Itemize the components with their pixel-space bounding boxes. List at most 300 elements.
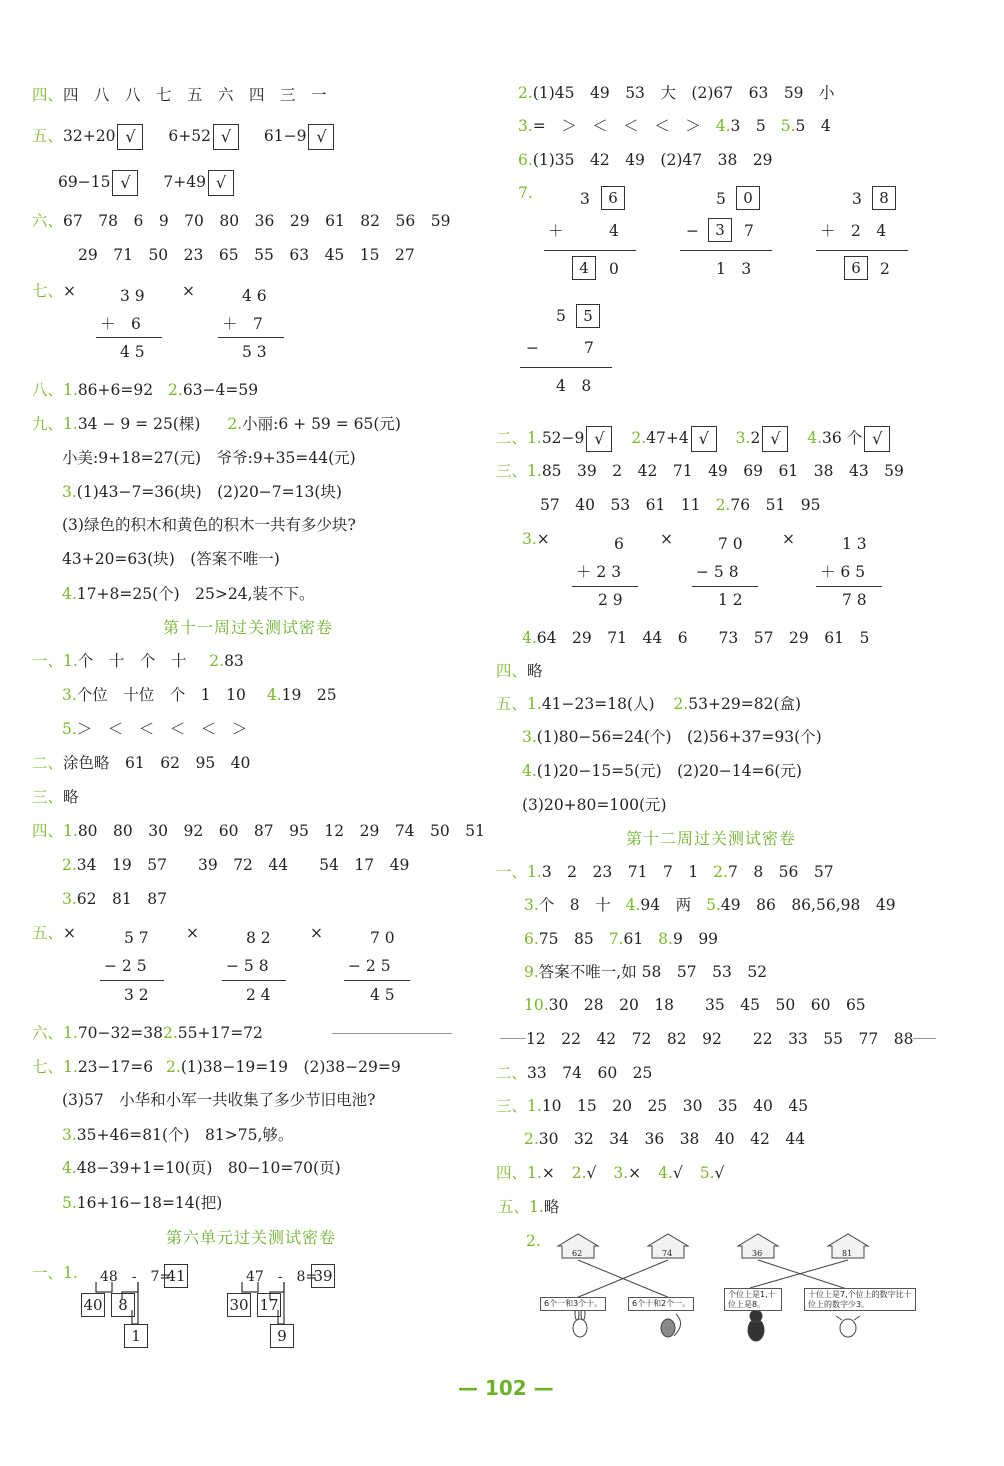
r-f1-2: 7 8 56 57 (727, 863, 834, 881)
r-q2-number: 2. (518, 84, 533, 102)
r-e3-line3 (522, 532, 550, 548)
u1-row (32, 1266, 78, 1282)
q7-mark-a: × (63, 282, 77, 300)
q5-check-c: √ (308, 124, 334, 150)
q7-number: 七、 (32, 282, 64, 300)
s6-2: 55+17=72 (177, 1024, 263, 1042)
r-q7-c-line (816, 250, 908, 251)
r-f4-5: √ (714, 1164, 725, 1182)
r-f1-6: 75 85 (538, 930, 594, 948)
r-e4-answers: 略 (527, 662, 543, 680)
section-title-unit6: 第六单元过关测试密卷 (166, 1228, 337, 1247)
r-e5-number: 五、 (496, 695, 528, 713)
r-e2-check-4: √ (864, 426, 890, 452)
u1-b-equation: 47 - 8= (246, 1269, 318, 1285)
s5-a-mid: − 2 5 (104, 957, 147, 975)
r-q7-number: 7. (518, 184, 533, 202)
r-e2-check-3: √ (762, 426, 788, 452)
q9-number: 九、 (32, 415, 64, 433)
r-q7-a-top: 3 (580, 190, 590, 208)
r-f1-7: 61 (623, 930, 644, 948)
s1-line3 (62, 722, 247, 738)
q9-line6 (62, 587, 315, 603)
s5-b-result: 2 4 (246, 986, 271, 1004)
r-e5-line1 (496, 697, 801, 713)
r-f4-number: 四、 (496, 1164, 528, 1182)
r-q7-a-line (544, 250, 636, 251)
q9-line1 (32, 417, 401, 433)
r-f1-line4 (524, 965, 767, 981)
s4-line1 (32, 824, 485, 840)
r-f1-4: 94 两 (640, 896, 692, 914)
s1-2-num: 2. (209, 652, 225, 670)
r-e5-4-num: 4. (522, 762, 537, 780)
r-e3-mark-a: × (536, 530, 550, 548)
s4-3-num: 3. (62, 890, 77, 908)
r-q3-answers: = ＞ ＜ ＜ ＜ ＞ (532, 117, 701, 135)
u1-a-tens-box: 40 (81, 1293, 105, 1317)
q9-line2: 小美:9+18=27(元) 爷爷:9+35=44(元) (62, 449, 356, 467)
s7-5: 16+16−18=14(把) (76, 1194, 223, 1212)
r-e3-mark-c: × (782, 530, 795, 548)
r-f1-1-num: 1. (527, 863, 542, 881)
r-f2-number: 二、 (496, 1064, 528, 1082)
s7-2-num: 2. (166, 1058, 181, 1076)
s5-a-result: 3 2 (124, 986, 149, 1004)
r-f1-number: 一、 (496, 863, 528, 881)
house-label-1: 62 (572, 1249, 583, 1258)
section-title-week11: 第十一周过关测试密卷 (163, 618, 334, 637)
r-f3-1: 10 15 20 25 30 35 40 45 (541, 1097, 809, 1115)
r-f1-4-num: 4. (625, 896, 641, 914)
r-f1-6-num: 6. (524, 930, 539, 948)
r-e3-3-num: 3. (522, 530, 537, 548)
u1-1-num: 1. (63, 1264, 78, 1282)
r-q7-a-top-box: 6 (601, 186, 625, 210)
r-e3-c-top: 1 3 (842, 535, 867, 553)
r-e3-b-result: 1 2 (718, 591, 743, 609)
q7-b-result: 5 3 (242, 343, 267, 361)
bear-icon (748, 1310, 764, 1341)
s4-1: 80 80 30 92 60 87 95 12 29 74 50 51 (77, 822, 485, 840)
s1-1: 个 十 个 十 (77, 652, 187, 670)
s7-line4 (62, 1161, 341, 1177)
r-e2-check-1: √ (586, 426, 612, 452)
r-e5-4: (1)20−15=5(元) (2)20−14=6(元) (536, 762, 802, 780)
s7-line3 (62, 1128, 293, 1144)
s7-2: (1)38−19=19 (2)38−29=9 (180, 1058, 401, 1076)
r-f1-line3 (524, 932, 718, 948)
r-e2-3: 2 (750, 429, 761, 447)
r-e3-1b: 57 40 53 61 11 (540, 496, 701, 514)
clue-bubble-3: 个位上是1,十位上是8。 (724, 1288, 782, 1311)
s5-number: 五、 (32, 924, 64, 942)
r-q3-number: 3. (518, 117, 533, 135)
section-title-week12: 第十二周过关测试密卷 (626, 829, 797, 848)
r-f4-4-num: 4. (658, 1164, 673, 1182)
q5-expr-e: 7+49 (163, 173, 206, 191)
s6-1-num: 1. (63, 1024, 78, 1042)
q8-b-num: 2. (168, 381, 183, 399)
s5-c-result: 4 5 (370, 986, 395, 1004)
s1-2: 83 (224, 652, 244, 670)
u1-a-ones-box: 8 (111, 1293, 135, 1317)
q5-check-e: √ (208, 170, 234, 196)
u1-a-result-box: 41 (164, 1264, 188, 1288)
q8-b: 63−4=59 (182, 381, 259, 399)
s7-line5 (62, 1196, 222, 1212)
r-f4-1: × (541, 1164, 555, 1182)
r-e3-c-mid: ＋ 6 5 (820, 563, 866, 581)
r-f1-10: 30 28 20 18 35 45 50 60 65 (548, 996, 866, 1014)
r-q7-b-result: 1 3 (716, 260, 752, 278)
r-e5-3: (1)80−56=24(个) (2)56+37=93(个) (536, 728, 822, 746)
q5-expr-c: 61−9 (263, 127, 307, 145)
r-q2-row (518, 86, 835, 102)
r-e4-row (496, 664, 543, 680)
r-q7-c-result-box: 6 (844, 256, 868, 280)
q7-b-mid: ＋ 7 (222, 315, 263, 333)
r-e3-a-line (572, 586, 638, 587)
r-f5-2-num: 2. (526, 1232, 541, 1250)
q5-expr-d: 69−15 (58, 173, 111, 191)
r-e3-a-result: 2 9 (598, 591, 623, 609)
q6-number: 六、 (32, 212, 64, 230)
q5-check-d: √ (112, 170, 138, 196)
s7-number: 七、 (32, 1058, 64, 1076)
r-e3-4-num: 4. (522, 629, 537, 647)
r-q7-b-mid-box: 3 (708, 218, 732, 242)
r-e3-c-result: 7 8 (842, 591, 867, 609)
q9-line3 (62, 485, 342, 501)
r-f4-3: × (628, 1164, 642, 1182)
r-e4-number: 四、 (496, 662, 528, 680)
s2-row (32, 756, 250, 772)
s1-4: 19 25 (281, 686, 337, 704)
r-f1-line6: 12 22 42 72 82 92 22 33 55 77 88 (526, 1030, 914, 1048)
r-q6-answers: (1)35 42 49 (2)47 38 29 (532, 151, 773, 169)
r-q7-c-mid: ＋ 2 4 (820, 222, 887, 240)
r-q7-a-result-box: 4 (572, 256, 596, 280)
r-f1-line5 (524, 998, 866, 1014)
q6-answers-1: 67 78 6 9 70 80 36 29 61 82 56 59 (63, 212, 451, 230)
q4-row (32, 88, 327, 104)
r-f3-2: 30 32 34 36 38 40 42 44 (538, 1130, 806, 1148)
s4-line3 (62, 892, 167, 908)
q5-row1 (32, 124, 336, 150)
r-e3-number: 三、 (496, 462, 528, 480)
q8-a: 86+6=92 (77, 381, 154, 399)
r-f1-2-num: 2. (713, 863, 728, 881)
r-q5-answers: 5 4 (795, 117, 831, 135)
r-q7-b-op: − (686, 222, 699, 240)
r-f4-4: √ (672, 1164, 683, 1182)
r-q7-d-op: − (526, 339, 539, 357)
r-f3-number: 三、 (496, 1097, 528, 1115)
s1-line2 (62, 688, 337, 704)
s5-c-mid: − 2 5 (348, 957, 391, 975)
q5-number: 五、 (32, 127, 64, 145)
q7-row (32, 284, 76, 300)
u1-b-bottom-box: 9 (270, 1324, 294, 1348)
s7-1: 23−17=6 (77, 1058, 154, 1076)
s4-2-num: 2. (62, 856, 77, 874)
q7-b-line (218, 337, 284, 338)
r-q7-a-mid: 4 (609, 222, 619, 240)
r-f3-2-num: 2. (524, 1130, 539, 1148)
r-e2-4: 36 个 (822, 429, 863, 447)
r-f1-8-num: 8. (658, 930, 673, 948)
r-f5-1-num: 1. (529, 1198, 544, 1216)
q4-answers: 四 八 八 七 五 六 四 三 一 (63, 86, 327, 104)
s2-number: 二、 (32, 754, 64, 772)
q9-4: 17+8=25(个) 25>24,装不下。 (76, 585, 315, 603)
r-q7-b-line (680, 250, 772, 251)
r-f3-line2 (524, 1132, 805, 1148)
u1-a-bottom-box: 1 (124, 1324, 148, 1348)
r-e5-line2 (522, 730, 822, 746)
r-f4-5-num: 5. (699, 1164, 715, 1182)
r-e3-1-num: 1. (527, 462, 542, 480)
r-q4-num: 4. (715, 117, 731, 135)
s7-1-num: 1. (63, 1058, 78, 1076)
q9-3: (1)43−7=36(块) (2)20−7=13(块) (76, 483, 342, 501)
r-e3-b-top: 7 0 (718, 535, 743, 553)
r-f5-1: 略 (543, 1198, 560, 1216)
s4-2: 34 19 57 39 72 44 54 17 49 (76, 856, 410, 874)
r-e2-1-num: 1. (527, 429, 542, 447)
r-e2-2: 47+4 (646, 429, 689, 447)
s3-row (32, 790, 79, 806)
s1-3: 个位 十位 个 1 10 (76, 686, 246, 704)
r-f1-8: 9 99 (672, 930, 719, 948)
r-q7-d-mid: 7 (584, 339, 594, 357)
s5-mark-c: × (310, 924, 323, 942)
r-f1-3: 个 8 十 (538, 896, 611, 914)
s5-a-line (100, 980, 164, 981)
q7-a-top: 3 9 (120, 287, 145, 305)
q5-check-a: √ (117, 124, 143, 150)
s7-3: 35+46=81(个) 81>75,够。 (76, 1126, 294, 1144)
s1-3-num: 3. (62, 686, 77, 704)
r-f5-line1 (498, 1200, 559, 1216)
r-e3-2: 76 51 95 (730, 496, 821, 514)
q6-row1 (32, 214, 450, 230)
r-e3-a-top: 6 (614, 535, 624, 553)
s1-line1 (32, 654, 244, 670)
q5-expr-b: 6+52 (168, 127, 211, 145)
r-f4-3-num: 3. (613, 1164, 629, 1182)
r-e5-2-num: 2. (673, 695, 689, 713)
house-label-4: 81 (842, 1249, 853, 1258)
s6-2-num: 2. (162, 1024, 178, 1042)
r-e3-line2 (540, 498, 821, 514)
r-q7-d-top: 5 (556, 307, 566, 325)
r-e5-line3 (522, 764, 802, 780)
s7-5-num: 5. (62, 1194, 77, 1212)
s2-answers: 涂色略 61 62 95 40 (63, 754, 251, 772)
s6-number: 六、 (32, 1024, 64, 1042)
q7-a-result: 4 5 (120, 343, 145, 361)
r-q7-d-result: 4 8 (556, 377, 592, 395)
r-f1-line1 (496, 865, 834, 881)
r-e5-line4: (3)20+80=100(元) (522, 796, 667, 814)
s1-5-num: 5. (62, 720, 77, 738)
r-f1-line2 (524, 898, 896, 914)
s7-3-num: 3. (62, 1126, 77, 1144)
rabbit-icon (573, 1308, 587, 1337)
house-label-3: 36 (752, 1249, 763, 1258)
r-e2-row (496, 426, 892, 452)
u1-b-result-box: 39 (311, 1264, 335, 1288)
s4-line2 (62, 858, 409, 874)
s1-4-num: 4. (266, 686, 282, 704)
r-q7-c-top: 3 (852, 190, 862, 208)
q7-a-mid: ＋ 6 (100, 315, 141, 333)
s1-5: ＞ ＜ ＜ ＜ ＜ ＞ (76, 720, 248, 738)
r-q7-d-line (520, 367, 612, 368)
r-f1-5-num: 5. (706, 896, 721, 914)
r-f2-row (496, 1066, 652, 1082)
q9-1: 34 − 9 = 25(棵) (77, 415, 201, 433)
clue-bubble-2: 6个十和2个一。 (628, 1297, 694, 1311)
house-label-2: 74 (662, 1249, 673, 1258)
s5-a-top: 5 7 (124, 929, 149, 947)
q8-row (32, 383, 258, 399)
r-q3-row (518, 119, 831, 135)
r-q7-c-result: 2 (880, 260, 890, 278)
r-q6-number: 6. (518, 151, 533, 169)
u1-b-ones-box: 17 (257, 1293, 281, 1317)
q5-row2 (58, 170, 236, 196)
r-q7-c-top-box: 8 (872, 186, 896, 210)
r-q4-answers: 3 5 (730, 117, 766, 135)
r-q6-row (518, 153, 773, 169)
r-q7-b-mid: 7 (744, 222, 754, 240)
q4-number: 四、 (32, 86, 64, 104)
r-e3-mark-b: × (660, 530, 673, 548)
s1-1-num: 1. (63, 652, 78, 670)
q9-2-num: 2. (227, 415, 243, 433)
clue-bubble-4: 十位上是7,个位上的数字比十位上的数字少3。 (804, 1288, 916, 1311)
q9-3-num: 3. (62, 483, 77, 501)
s5-b-top: 8 2 (246, 929, 271, 947)
r-f1-5: 49 86 86,56,98 49 (720, 896, 896, 914)
r-e2-3-num: 3. (735, 429, 751, 447)
s4-number: 四、 (32, 822, 64, 840)
s5-b-line (222, 980, 286, 981)
s7-line1 (32, 1060, 401, 1076)
r-f4-2: √ (586, 1164, 597, 1182)
r-f4-2-num: 2. (571, 1164, 587, 1182)
q9-1-num: 1. (63, 415, 78, 433)
r-e3-line1 (496, 464, 904, 480)
r-f1-9: 答案不唯一,如 58 57 53 52 (538, 963, 768, 981)
r-e3-1: 85 39 2 42 71 49 69 61 38 43 59 (541, 462, 904, 480)
r-e5-1-num: 1. (527, 695, 542, 713)
r-f3-line1 (496, 1099, 808, 1115)
s7-4: 48−39+1=10(页) 80−10=70(页) (76, 1159, 341, 1177)
r-f2-answers: 33 74 60 25 (527, 1064, 653, 1082)
r-q2-answers: (1)45 49 53 大 (2)67 63 59 小 (532, 84, 835, 102)
r-f4-1-num: 1. (527, 1164, 542, 1182)
r-f1-9-num: 9. (524, 963, 539, 981)
q9-line5: 43+20=63(块) (答案不唯一) (62, 550, 280, 568)
q9-2: 小丽:6 + 59 = 65(元) (242, 415, 401, 433)
s6-faint-line (332, 1033, 452, 1034)
q9-line4: (3)绿色的积木和黄色的积木一共有多少块? (62, 516, 356, 534)
squirrel-icon (661, 1314, 681, 1337)
r-e2-check-2: √ (691, 426, 717, 452)
q7-mark-b: × (182, 282, 195, 300)
s7-4-num: 4. (62, 1159, 77, 1177)
r-e2-1: 52−9 (541, 429, 585, 447)
s5-c-line (344, 980, 410, 981)
r-e5-2: 53+29=82(盒) (688, 695, 802, 713)
q7-a-line (96, 337, 162, 338)
r-e2-4-num: 4. (807, 429, 823, 447)
q9-4-num: 4. (62, 585, 77, 603)
q5-expr-a: 32+20 (63, 127, 116, 145)
u1-b-tens-box: 30 (227, 1293, 251, 1317)
s3-number: 三、 (32, 788, 64, 806)
r-e3-a-mid: ＋ 2 3 (576, 563, 622, 581)
r-q7-a-op: ＋ (548, 222, 564, 240)
q5-check-b: √ (213, 124, 239, 150)
r-q7-a-result: 0 (609, 260, 619, 278)
r-f3-1-num: 1. (527, 1097, 542, 1115)
s6-row (32, 1026, 263, 1042)
r-e3-b-line (692, 586, 758, 587)
s5-c-top: 7 0 (370, 929, 395, 947)
r-q7-b-top-box: 0 (736, 186, 760, 210)
s5-row (32, 926, 76, 942)
q8-number: 八、 (32, 381, 64, 399)
r-f1-3-num: 3. (524, 896, 539, 914)
q7-b-top: 4 6 (242, 287, 267, 305)
r-e3-b-mid: − 5 8 (696, 563, 739, 581)
s6-1: 70−32=38 (77, 1024, 163, 1042)
r-q7-b-top: 5 (716, 190, 726, 208)
clue-bubble-1: 6个一和3个十。 (540, 1297, 606, 1311)
s5-b-mid: − 5 8 (226, 957, 269, 975)
u1-number: 一、 (32, 1264, 64, 1282)
s4-3: 62 81 87 (76, 890, 167, 908)
r-f1-7-num: 7. (608, 930, 624, 948)
s4-1-num: 1. (63, 822, 78, 840)
r-f1-1: 3 2 23 71 7 1 (541, 863, 699, 881)
r-e3-4: 64 29 71 44 6 73 57 29 61 5 (536, 629, 870, 647)
r-f5-number: 五、 (498, 1198, 530, 1216)
r-f4-row (496, 1166, 724, 1182)
chick-icon (836, 1316, 860, 1337)
u1-a-equation: 48 - 7= (100, 1269, 172, 1285)
s7-line2: (3)57 小华和小军一共收集了多少节旧电池? (62, 1091, 376, 1109)
r-e5-1: 41−23=18(人) (541, 695, 655, 713)
s3-answers: 略 (63, 788, 79, 806)
r-q7-d-top-box: 5 (576, 304, 600, 328)
r-q5-num: 5. (780, 117, 796, 135)
s5-mark-a: × (63, 924, 77, 942)
q6-row2: 29 71 50 23 65 55 63 45 15 27 (78, 246, 415, 264)
r-e3-2-num: 2. (715, 496, 731, 514)
q8-a-num: 1. (63, 381, 78, 399)
r-e2-2-num: 2. (631, 429, 647, 447)
r-e3-c-line (816, 586, 882, 587)
r-e5-3-num: 3. (522, 728, 537, 746)
r-e2-number: 二、 (496, 429, 528, 447)
r-e3-line4 (522, 631, 869, 647)
